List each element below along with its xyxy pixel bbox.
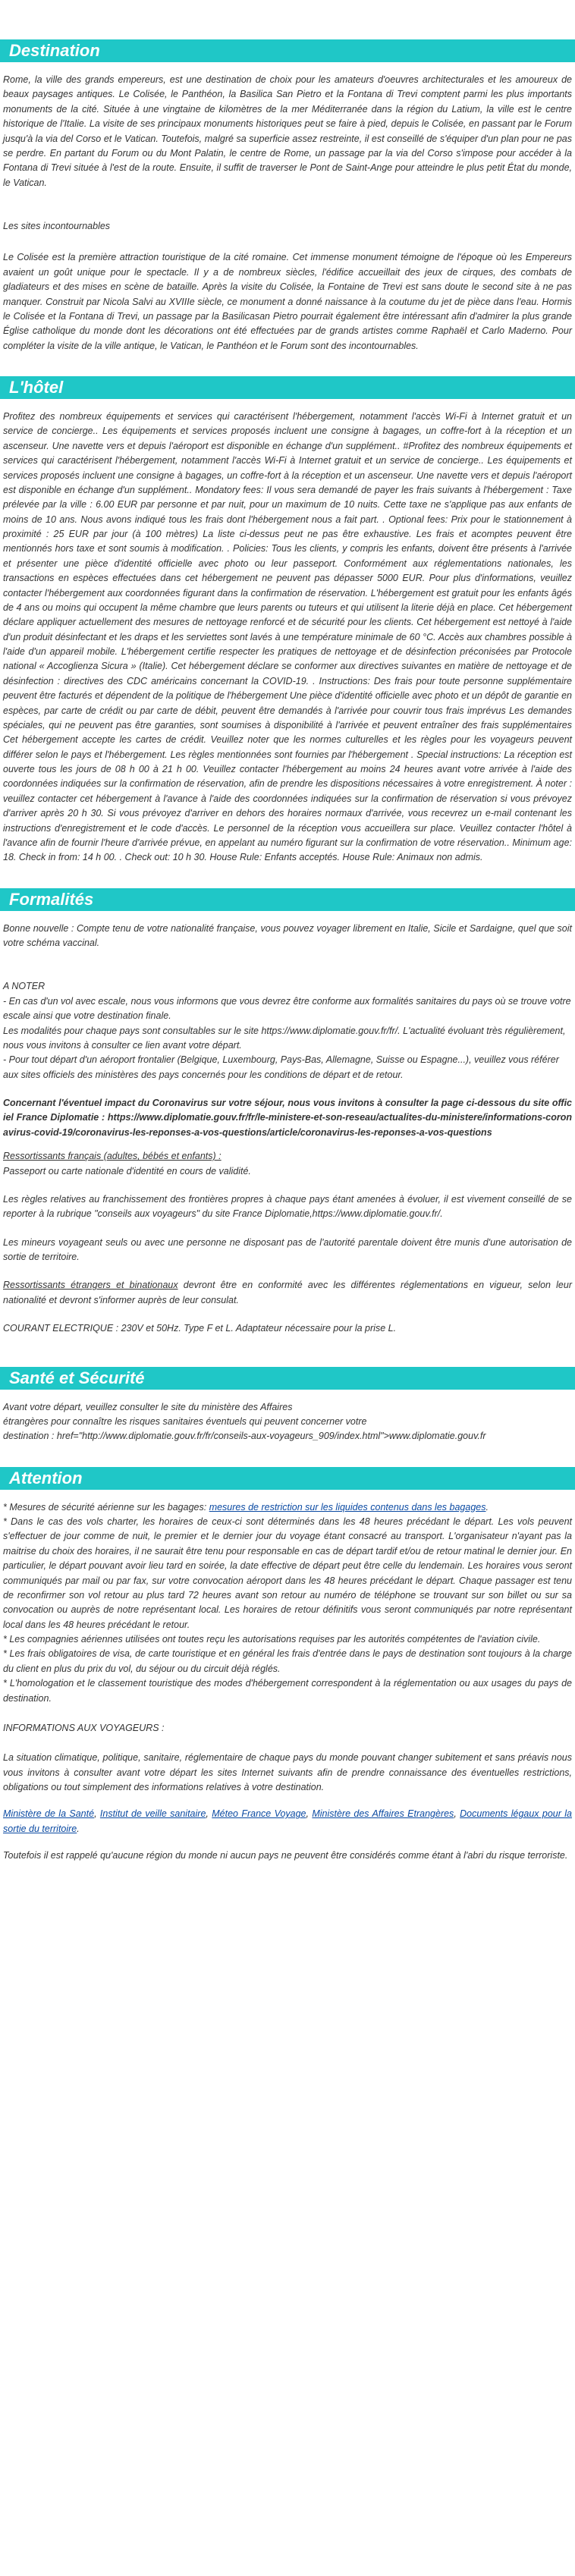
hotel-text: Profitez des nombreux équipements et services qui caractérisent l'hébergement, notamment l'accès Wi-Fi à Internet gratuit et un service de concierge.. Les équipements et services proposés incluent une consigne à bagages, un coffre-fort à la réception et un ascenseur. Une navette vers et depuis l'aéroport est disponible en échange d'un supplément.. #Profitez des nombreux équipements et services qui caractérisent l'hébergement, notamment l'accès Wi-Fi à Internet gratuit et un service de concierge.. Les équipements et services proposés incluent une consigne à bagages, un coffre-fort à la réception et un ascenseur. Une navette vers et depuis l'aéroport est disponible en échange d'un supplément.. Mondatory fees: Il vous sera demandé de payer les frais suivants à l'hébergement : Taxe prélevée par la ville : 6.00 EUR par personne et par nuit, pour un maximum de 10 nuits. Cette taxe ne s'applique pas aux enfants de moins de 10 ans. Nous avons indiqué tous les frais dont l'hébergement nous a fait part. . Optional fees: Prix pour le stationnement à proximité : 25 EUR par jour (à 100 mètres) La liste ci-dessus peut ne pas être exhaustive. Les frais et acomptes peuvent être mentionnés hors taxe et sont soumis à modification. . Policies: Tous les clients, y compris les enfants, doivent être présents à l'arrivée et présenter une pièce d'identité officielle avec photo ou leur passeport. Conformément aux réglementations nationales, les transactions en espèces effectuées dans cet hébergement ne peuvent pas dépasser 5000 EUR. Pour plus d'informations, veuillez contacter l'hébergement aux coordonnées figurant dans la confirmation de réservation. L'hébergement est gratuit pour les enfants âgés de 4 ans ou moins qui occupent la même chambre que leurs parents ou tuteurs et qui utilisent la literie déjà en place. Cet hébergement déclare appliquer actuellement des mesures de nettoyage renforcé et de sécurité pour les clients. Cet hébergement est nettoyé à l'aide d'un produit désinfectant et les draps et les serviettes sont lavés à une température minimale de 60 °C. Accès aux chambres possible à l'aide d'un appareil mobile. L'hébergement certifie respecter les pratiques de nettoyage et de désinfection préconisées par Protocole national « Accoglienza Sicura » (Italie). Cet hébergement déclare se conformer aux directives suivantes en matière de nettoyage et de désinfection : directives des CDC américains concernant la COVID-19. . Instructions: Des frais pour toute personne supplémentaire peuvent être facturés et dépendent de la politique de l'hébergement Une pièce d'identité officielle avec photo et un dépôt de garantie en espèces, par carte de crédit ou par carte de débit, peuvent être demandés à l'arrivée pour couvrir tous frais imprévus Les demandes spéciales, qui ne peuvent pas être garanties, sont soumises à disponibilité à l'arrivée et peuvent entraîner des frais supplémentaires Cet hébergement accepte les cartes de crédit. Veuillez noter que les normes culturelles et les règles pour les voyageurs peuvent différer selon le pays et l'hébergement. Les règles mentionnées sont fournies par l'hébergement . Special instructions: La réception est ouverte tous les jours de 08 h 00 à 21 h 00. Veuillez contacter l'hébergement au moins 24 heures avant votre arrivée à l'aide des coordonnées indiquées sur la confirmation de réservation, afin de prendre les dispositions nécessaires à votre enregistrement. À noter : veuillez contacter cet hébergement à l'avance à l'aide des coordonnées indiquées sur la confirmation de réservation si vous prévoyez d'arriver après 20 h 30. Si vous prévoyez d'arriver en dehors des horaires normaux d'arrivée, vous recevrez un e-mail contenant les instructions d'enregistrement et le code d'accès. Le personnel de la réception vous accueillera sur place. Veuillez contacter l'hôtel à l'avance afin de fournir l'heure d'arrivée prévue, en appelant au numéro figurant sur la confirmation de votre réservation.. Minimum age: 18. Check in from: 14 h 00. . Check out: 10 h 30. House Rule: Enfants acceptés. House Rule: Animaux non admis. (3, 411, 572, 863)
section-banner-sante: Santé et Sécurité (0, 1367, 575, 1390)
sites-subheading: Les sites incontournables (3, 221, 111, 231)
link-documents-legaux[interactable]: Documents légaux pour la sortie du territoire (3, 1808, 572, 1834)
risque-text: Toutefois il est rappelé qu'aucune région du monde ni aucun pays ne peuvent être considérés comme étant à l'abri du risque terroriste. (3, 1850, 568, 1861)
attention-bullet: * Les frais obligatoires de visa, de carte touristique et en général les frais d'entrée dans le pays de destination sont toujours à la charge du client en plus du prix du vol, du séjour ou du circuit déjà réglés. (3, 1648, 572, 1674)
mesures-link[interactable]: mesures de restriction sur les liquides contenus dans les bagages (209, 1501, 486, 1513)
section-banner-attention: Attention (0, 1467, 575, 1490)
link-affaires-etrangeres[interactable]: Ministère des Affaires Etrangères (312, 1808, 454, 1820)
regles-text: Les règles relatives au franchissement des frontières propres à chaque pays étant amenées à évoluer, il est vivement conseillé de se reporter à la rubrique "conseils aux voyageurs" du site France Diplomatie,https://www.diplomatie.gouv.fr/. (3, 1193, 572, 1220)
ressortissants-fr-title: Ressortissants français (adultes, bébés et enfants) : (3, 1151, 222, 1162)
attention-bullet: * L'homologation et le classement touristique des modes d'hébergement correspondent à la réglementation ou aux usages du pays de destination. (3, 1678, 572, 1704)
link-meteo-france[interactable]: Méteo France Voyage (212, 1808, 306, 1820)
mesures-suffix: . (485, 1501, 489, 1513)
etrangers-text (3, 1278, 572, 1308)
section-banner-formalites: Formalités (0, 888, 575, 911)
mineurs-text: Les mineurs voyageant seuls ou avec une personne ne disposant pas de l'autorité parentale doivent être munis d'une autorisation de sortie de territoire. (3, 1236, 572, 1262)
document (0, 39, 575, 1864)
hotel-section (0, 410, 575, 865)
etrangers-body: devront être en conformité avec les différentes réglementations en vigueur, selon leur nationalité et devront s'informer auprès de leur consulat. (3, 1280, 572, 1305)
attention-bullet: * Dans le cas des vols charter, les horaires de ceux-ci sont déterminés dans les 48 heures précédant le départ. Les vols peuvent s'effectuer de jour comme de nuit, le premier et le dernier jour du voyage étant consacré au transport. L'organisateur n'ayant pas la maitrise du choix des horaires, il ne saurait être tenu pour responsable en cas de départ tardif et/ou de retour matinal le dernier jour. En particulier, le départ pouvant avoir lieu tard en soirée, la date effective de départ peut être celle du lendemain. Les horaires vous seront communiqués par mail ou par fax, sur votre convocation aéroport dans les 48 heures précédant le départ. Chaque passager est tenu de reconfirmer son vol retour au plus tard 72 heures avant son retour au numéro de téléphone se trouvant sur son billet ou sur sa convocation ou auprès de notre représentant local. Les horaires de retour définitifs vous seront communiqués par notre représentant local dans les 48 heures précédant le retour. (3, 1516, 572, 1630)
attention-bullet: * Les compagnies aériennes utilisées ont toutes reçu les autorisations requises par les autorités compétentes de l'aviation civile. (3, 1634, 541, 1645)
formalites-nouvelle: Bonne nouvelle : Compte tenu de votre nationalité française, vous pouvez voyager librement en Italie, Sicile et Sardaigne, quel que soit votre schéma vaccinal. (3, 922, 572, 948)
a-noter-line: - En cas d'un vol avec escale, nous vous informons que vous devrez être conforme aux formalités sanitaires du pays où se trouve votre escale ainsi que votre destination finale. (3, 995, 571, 1022)
info-links: Ministère de la Santé, Institut de veille sanitaire, Méteo France Voyage, Ministère des Affaires Etrangères, Documents légaux pour la sortie du territoire. (3, 1808, 572, 1834)
covid-notice: Concernant l'éventuel impact du Coronavirus sur votre séjour, nous vous invitons à consulter la page ci-dessous du site officiel France Diplomatie : https://www.diplomatie.gouv.fr/fr/le-ministere-et-son-reseau/actualites-du-ministere/informations-coronavirus-covid-19/coronavirus-les-reponses-a-vos-questions/article/coronavirus-les-reponses-a-vos-questions (3, 1098, 572, 1138)
sites-text: Le Colisée est la première attraction touristique de la cité romaine. Cet immense monument témoigne de l'époque où les Empereurs avaient un goût unique pour le spectacle. Il y a de nombreux siècles, l'édifice accueillait des jeux de cirques, des combats de gladiateurs et des mises en scène de bataille. Après la visite du Colisée, la Fontaine de Trevi est sans doute le second site à ne pas manquer. Construit par Nicola Salvi au XVIIIe siècle, ce monument a donné naissance à la coutume du jet de pièce dans l'eau. Hormis le Colisée et la Fontana di Trevi, un passage par la Basilicasan Pietro pourrait également être intéressant afin d'admirer la plus grande Église catholique du monde dont les décorations ont été effectuées par de grands artistes comme Raphaël et Carlo Maderno. Pour compléter la visite de la ville antique, le Vatican, le Panthéon et le Forum sont des incontournables. (3, 252, 572, 351)
section-banner-hotel: L'hôtel (0, 376, 575, 399)
sante-line: étrangères pour connaître les risques sanitaires éventuels qui peuvent concerner votre (3, 1415, 367, 1427)
mesures-line (3, 1500, 572, 1515)
sante-line: destination : href="http://www.diplomatie.gouv.fr/fr/conseils-aux-voyageurs_909/index.html">www.diplomatie.gouv.fr (3, 1431, 486, 1442)
courant-text: COURANT ELECTRIQUE : 230V et 50Hz. Type F et L. Adaptateur nécessaire pour la prise L. (3, 1323, 397, 1334)
attention-section (0, 1500, 575, 1864)
a-noter-line: Les modalités pour chaque pays sont consultables sur le site https://www.diplomatie.gouv.fr/fr/. L'actualité évoluant très régulièrement, nous vous invitons à consulter ce lien avant votre départ. (3, 1025, 566, 1051)
mesures-prefix: * Mesures de sécurité aérienne sur les bagages: (3, 1501, 209, 1513)
ressortissants-fr-text: Passeport ou carte nationale d'identité en cours de validité. (3, 1165, 251, 1176)
info-voyageurs-title: INFORMATIONS AUX VOYAGEURS : (3, 1722, 165, 1733)
link-veille-sanitaire[interactable]: Institut de veille sanitaire (99, 1808, 206, 1820)
a-noter-line: - Pour tout départ d'un aéroport frontalier (Belgique, Luxembourg, Pays-Bas, Allemagne, Suisse ou Espagne...), veuillez vous référer aux sites officiels des ministères des pays concernés pour les conditions de départ et de retour. (3, 1054, 559, 1080)
destination-intro: Rome, la ville des grands empereurs, est une destination de choix pour les amateurs d'oeuvres architecturales et les amoureux de beaux paysages antiques. Le Colisée, le Panthéon, la Basilica San Pietro et la Fontana di Trevi comptent parmi les plus importants monuments de la cité. Située à une vingtaine de kilomètres de la mer Méditerranée dans la région du Latium, la ville est le centre historique de l'Italie. La visite de ses principaux monuments historiques peut se faire à pied, depuis le Colisée, en passant par le Forum jusqu'à la via del Corso et le Vatican. Toutefois, malgré sa superficie assez restreinte, il est conseillé de s'équiper d'un plan pour ne pas se perdre. En partant du Forum ou du Mont Palatin, le centre de Rome, un passage par la via del Corso s'impose pour accéder à la Fontana di Trevi située à l'est de la route. Ensuite, il suffit de traverser le Pont de Saint-Ange pour atteindre le plus petit État du monde, le Vatican. (3, 74, 572, 188)
sante-line: Avant votre départ, veuillez consulter le site du ministère des Affaires (3, 1401, 293, 1412)
destination-section (0, 73, 575, 353)
etrangers-title: Ressortissants étrangers et binationaux (3, 1280, 178, 1291)
section-banner-destination: Destination (0, 39, 575, 62)
a-noter-title: A NOTER (3, 981, 46, 992)
link-ministere-sante[interactable]: Ministère de la Santé (3, 1808, 95, 1820)
formalites-section (0, 922, 575, 1337)
situation-text: La situation climatique, politique, sanitaire, réglementaire de chaque pays du monde pouvant changer subitement et sans préavis nous vous invitons à consulter avant votre départ les sites Internet suivants afin de prendre connaissance des éventuelles restrictions, obligations ou tout simplement des informations relatives à votre destination. (3, 1752, 572, 1792)
sante-section (0, 1400, 575, 1444)
